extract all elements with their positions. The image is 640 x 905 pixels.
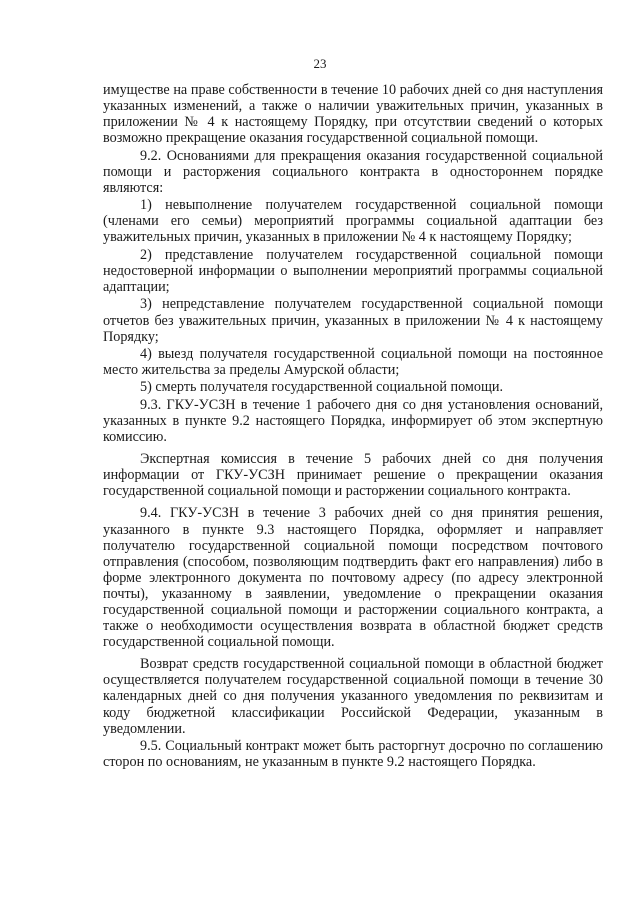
document-body [103,82,603,772]
list-item-2: 2) представление получателем государственной социальной помощи недостоверной информации о выполнении мероприятий программы социальной адаптации; [103,246,603,296]
paragraph-refund: Возврат средств государственной социальной помощи в областной бюджет осуществляется получателем государственной социальной помощи в течение 30 календарных дней со дня получения указанного уведомления по реквизитам и коду бюджетной классификации Российской Федерации, указанным в уведомлении. [103,656,603,737]
list-item-5: 5) смерть получателя государственной социальной помощи. [140,379,504,396]
paragraph-9-5: 9.5. Социальный контракт может быть расторгнут досрочно по соглашению сторон по основаниям, не указанным в пункте 9.2 настоящего Порядка. [103,738,603,771]
page-number: 23 [313,56,327,71]
paragraph-continuation: имуществе на праве собственности в течение 10 рабочих дней со дня наступления указанных изменений, а также о наличии уважительных причин, указанных в приложении № 4 к настоящему Порядку, при отсутствии сведений о которых возможно прекращение оказания государственной социальной помощи. [103,82,603,147]
list-item-1: 1) невыполнение получателем государственной социальной помощи (членами его семьи) мероприятий программы социальной адаптации без уважительных причин, указанных в приложении № 4 к настоящему Порядку; [103,197,603,246]
paragraph-9-4: 9.4. ГКУ-УСЗН в течение 3 рабочих дней со дня принятия решения, указанного в пункте 9.3 настоящего Порядка, оформляет и направляет получателю государственной социальной помощи посредством почтового отправления (способом, позволяющим подтвердить факт его направления) либо в форме электронного документа по почтовому адресу (по адресу электронной почты), указанному в заявлении, уведомление о прекращении оказания государственной социальной помощи и расторжении социального контракта, а также о необходимости осуществления возврата в областной бюджет средств государственной социальной помощи. [103,505,603,651]
paragraph-9-3: 9.3. ГКУ-УСЗН в течение 1 рабочего дня со дня установления оснований, указанных в пункте 9.2 настоящего Порядка, информирует об этом экспертную комиссию. [103,396,603,446]
paragraph-expert-commission: Экспертная комиссия в течение 5 рабочих дней со дня получения информации от ГКУ-УСЗН принимает решение о прекращении оказания государственной социальной помощи и расторжении социального контракта. [103,451,603,500]
list-item-4: 4) выезд получателя государственной социальной помощи на постоянное место жительства за пределы Амурской области; [103,345,603,379]
list-item-3: 3) непредставление получателем государственной социальной помощи отчетов без уважительных причин, указанных в приложении № 4 к настоящему Порядку; [103,296,603,345]
paragraph-9-2: 9.2. Основаниями для прекращения оказания государственной социальной помощи и расторжения социального контракта в одностороннем порядке являются: [103,147,603,196]
